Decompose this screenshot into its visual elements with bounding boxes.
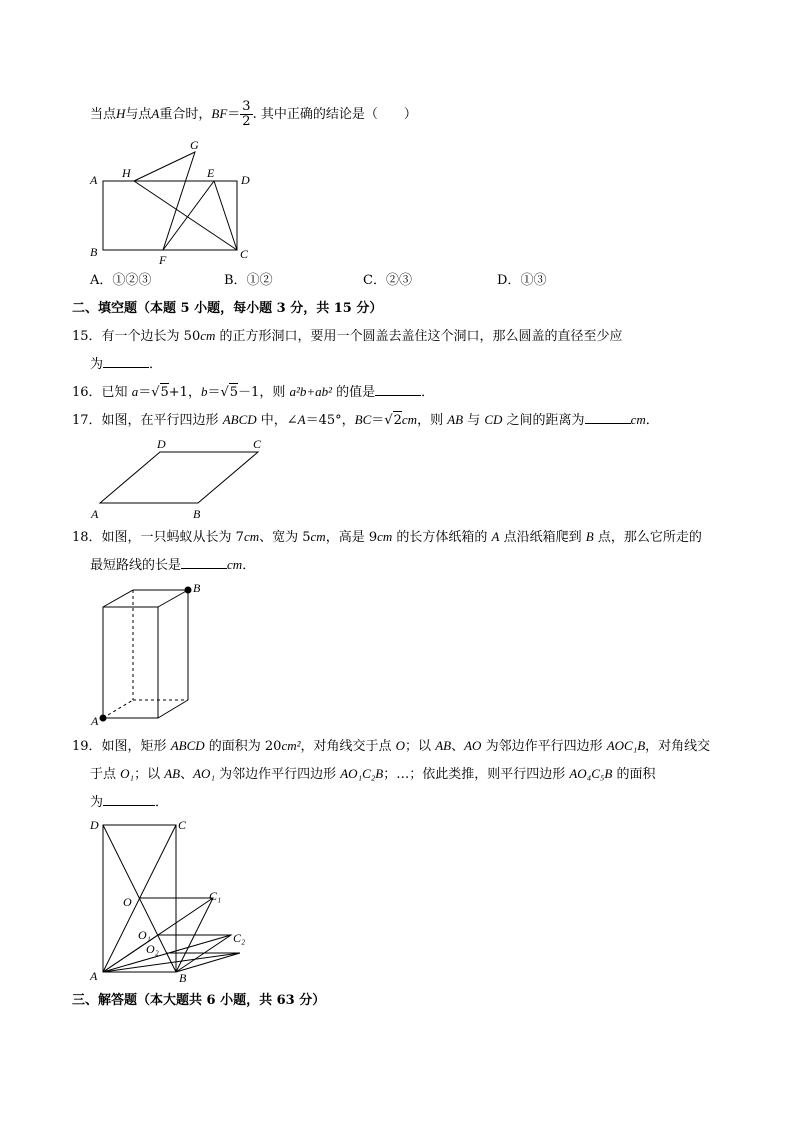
q18-line-1: 18．如图，一只蚂蚁从长为 7cm、宽为 5cm，高是 9cm 的长方体纸箱的 A 点沿纸箱爬到 B 点，那么它所走的 — [72, 529, 702, 545]
q17-line: 17．如图，在平行四边形 ABCD 中，∠A＝45°，BC＝√2cm，则 AB 与 CD 之间的距离为 cm． — [72, 412, 659, 428]
q19-line-1: 19．如图，矩形 ABCD 的面积为 20cm²，对角线交于点 O；以 AB、AO 为邻边作平行四边形 AOC₁B，对角线交 — [72, 738, 711, 754]
label-B: B — [90, 245, 98, 259]
q14-tail-line: 当点H与点A重合时，BF＝ $\frac{3}{2}$ . 其中正确的结论是（ ） — [90, 99, 417, 129]
section-2-heading: 二、填空题（本题 5 小题，每小题 3 分，共 15 分） — [72, 301, 383, 316]
label-A: A — [91, 507, 99, 521]
q19-line-3: 为 ． — [90, 795, 169, 810]
q15-line-2: 为 ． — [90, 357, 163, 372]
label-C: C — [178, 818, 187, 832]
label-C1: C₁ — [209, 889, 222, 903]
fraction-3-2: $\frac{3}{2}$ — [242, 99, 251, 129]
label-B: B — [179, 971, 187, 985]
label-B: B — [193, 581, 201, 595]
label-C: C — [253, 437, 262, 451]
q16-line: 16．已知 a＝√5+1，b＝√5－1，则 a²b+ab² 的值是 ． — [72, 384, 435, 400]
label-A: A — [90, 969, 98, 983]
option-d[interactable]: D．①③ — [497, 273, 547, 288]
q19-line-2: 于点 O₁；以 AB、AO₁ 为邻边作平行四边形 AO₁C₂B；…；依此类推，则平行四边形 AO₄C₅B 的面积 — [90, 766, 656, 782]
q15-line-1: 15．有一个边长为 50cm 的正方形洞口，要用一个圆盖去盖住这个洞口，那么圆盖的直径至少应 — [72, 328, 623, 344]
label-A: A — [90, 173, 98, 187]
label-O: O — [123, 895, 132, 909]
label-O2: O₂ — [146, 942, 159, 956]
option-a[interactable]: A．①②③ — [90, 273, 152, 288]
option-c[interactable]: C．②③ — [363, 273, 412, 288]
label-E: E — [207, 166, 215, 180]
section-3-heading: 三、解答题（本大题共 6 小题，共 63 分） — [72, 993, 326, 1008]
label-C2: C₂ — [233, 931, 246, 945]
label-O1: O₁ — [138, 928, 151, 942]
label-B: B — [193, 507, 201, 521]
label-F: F — [159, 253, 167, 267]
label-H: H — [122, 166, 131, 180]
label-D: D — [157, 437, 166, 451]
option-b[interactable]: B．①② — [224, 273, 273, 288]
label-D: D — [241, 173, 250, 187]
label-D: D — [90, 818, 99, 832]
label-A: A — [91, 714, 99, 728]
label-C: C — [240, 247, 249, 261]
label-G: G — [190, 138, 199, 152]
q18-line-2: 最短路线的长是 cm． — [90, 557, 256, 573]
